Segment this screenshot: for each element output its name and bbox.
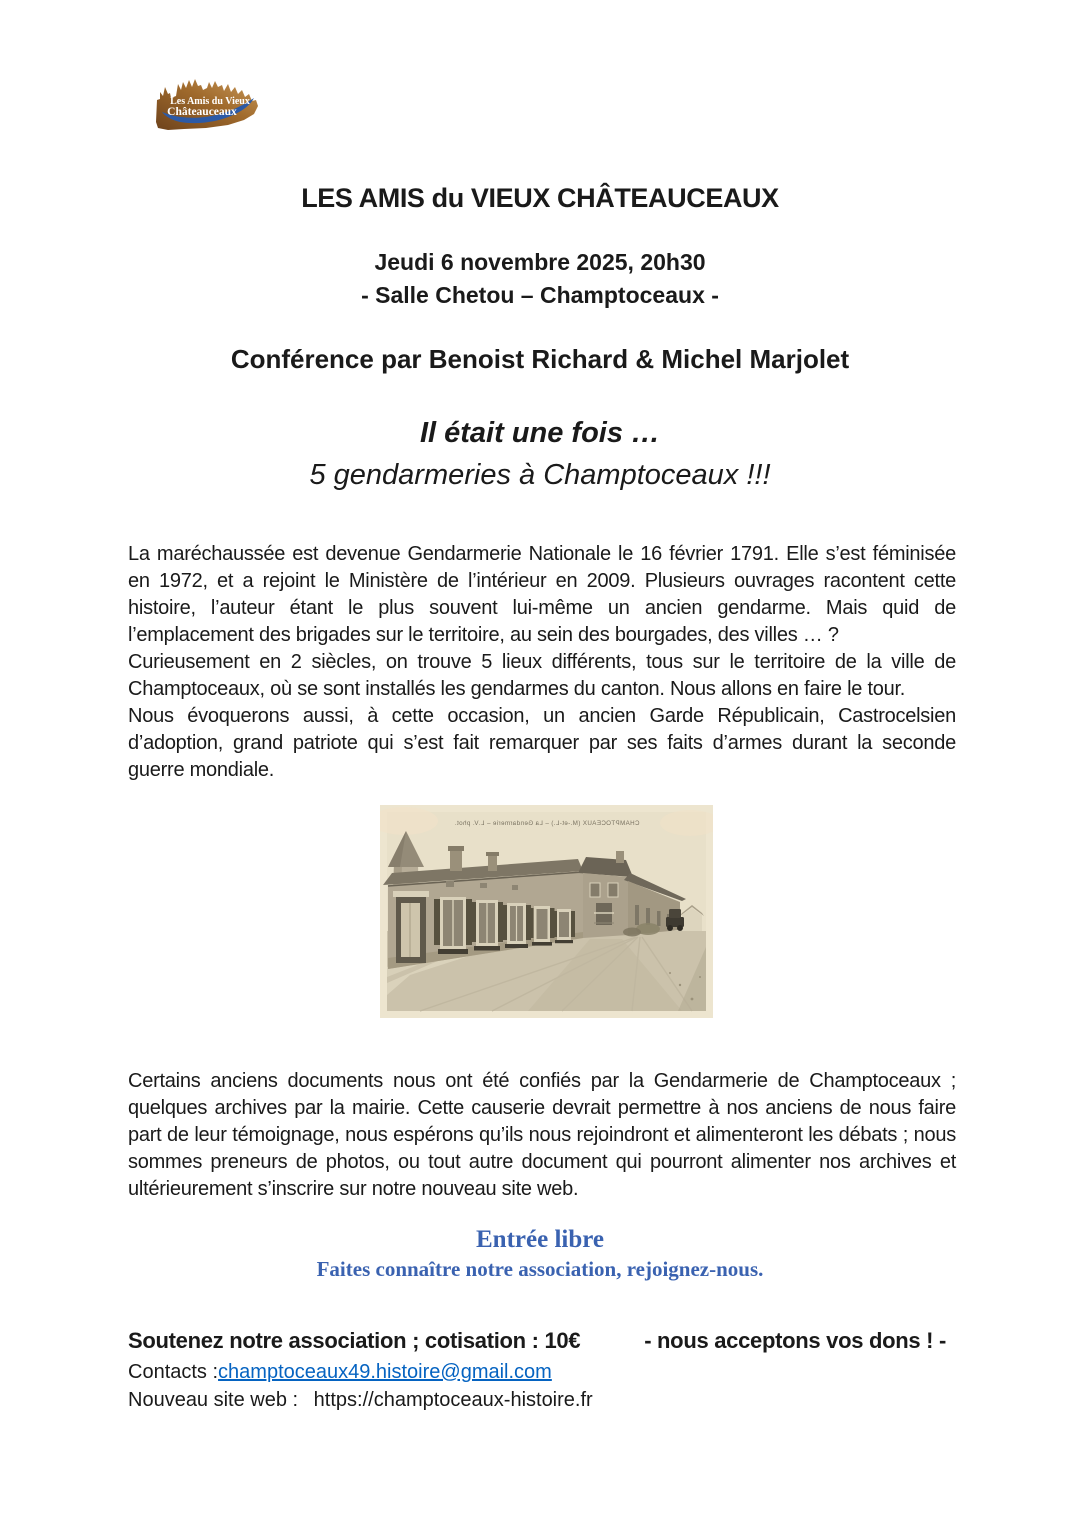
support-row [128, 1328, 946, 1354]
logo-graphic [148, 70, 268, 134]
donations-text: - nous acceptons vos dons ! - [644, 1328, 946, 1353]
story-title-line1: Il était une fois … [419, 417, 661, 449]
intro-paragraphs [128, 541, 956, 784]
postcard-caption-text: CHAMPTOCEAUX (M.-et-L.) – La Gendarmerie – L.V. phot. [454, 820, 640, 827]
entrance-door [393, 891, 429, 963]
website-line [128, 1389, 593, 1412]
story-title-line2: 5 gendarmeries à Champtoceaux !!! [309, 459, 771, 491]
event-date: Jeudi 6 novembre 2025, 20h30 [374, 249, 706, 275]
paragraph: La maréchaussée est devenue Gendarmerie Nationale le 16 février 1791. Elle s’est féminisée en 1972, et a rejoint le Ministère de l’intérieur en 2009. Plusieurs ouvrages racontent cette histoire, l’auteur étant le plus souvent lui-même un ancien gendarme. Mais quid de l’emplacement des brigades sur le territoire, au sein des bourgades, des villes … ? [128, 543, 956, 646]
page-title: LES AMIS du VIEUX CHÂTEAUCEAUX [301, 183, 779, 213]
join-us-line: Faites connaître notre association, rejoignez-nous. [316, 1257, 764, 1281]
contacts-line [128, 1361, 552, 1384]
website-url: https://champtoceaux-histoire.fr [313, 1389, 593, 1411]
mirrored-caption [455, 820, 640, 827]
conference-speakers: Conférence par Benoist Richard & Michel Marjolet [230, 344, 850, 374]
paragraph: Nous évoquerons aussi, à cette occasion, un ancien Garde Républicain, Castrocelsien d’adoption, grand patriote qui s’est fait remarquer par ses faits d’armes durant la seconde guerre mondiale. [128, 705, 956, 781]
membership-fee-text: Soutenez notre association ; cotisation : 10€ [128, 1328, 581, 1353]
paragraph: Certains anciens documents nous ont été confiés par la Gendarmerie de Champtoceaux ; quelques archives par la mairie. Cette causerie devrait permettre à nos anciens de nous faire part de leur témoignage, nous espérons qu’ils nous rejoindront et alimenteront les débats ; nous sommes preneurs de photos, ou tout autre document qui pourront alimenter nos archives et ultérieurement s’inscrire sur notre nouveau site web. [128, 1070, 956, 1200]
central-pavilion [578, 851, 633, 938]
postcard-photo [380, 805, 713, 1018]
contacts-label: Contacts : [128, 1361, 219, 1383]
paragraph: Curieusement en 2 siècles, on trouve 5 lieux différents, tous sur le territoire de la ville de Champtoceaux, où se sont installés les gendarmes du canton. Nous allons en faire le tour. [128, 651, 956, 700]
association-logo [148, 70, 268, 134]
contact-email-link[interactable]: champtoceaux49.histoire@gmail.com [218, 1361, 552, 1383]
logo-text-bottom: Châteauceaux [167, 106, 237, 118]
logo-text-top: Les Amis du Vieux [170, 96, 250, 107]
postcard-illustration [380, 805, 713, 1018]
free-entry-line: Entrée libre [476, 1226, 604, 1253]
website-label: Nouveau site web : [128, 1389, 299, 1411]
event-venue: - Salle Chetou – Champtoceaux - [361, 282, 719, 308]
closing-paragraph [128, 1068, 956, 1203]
